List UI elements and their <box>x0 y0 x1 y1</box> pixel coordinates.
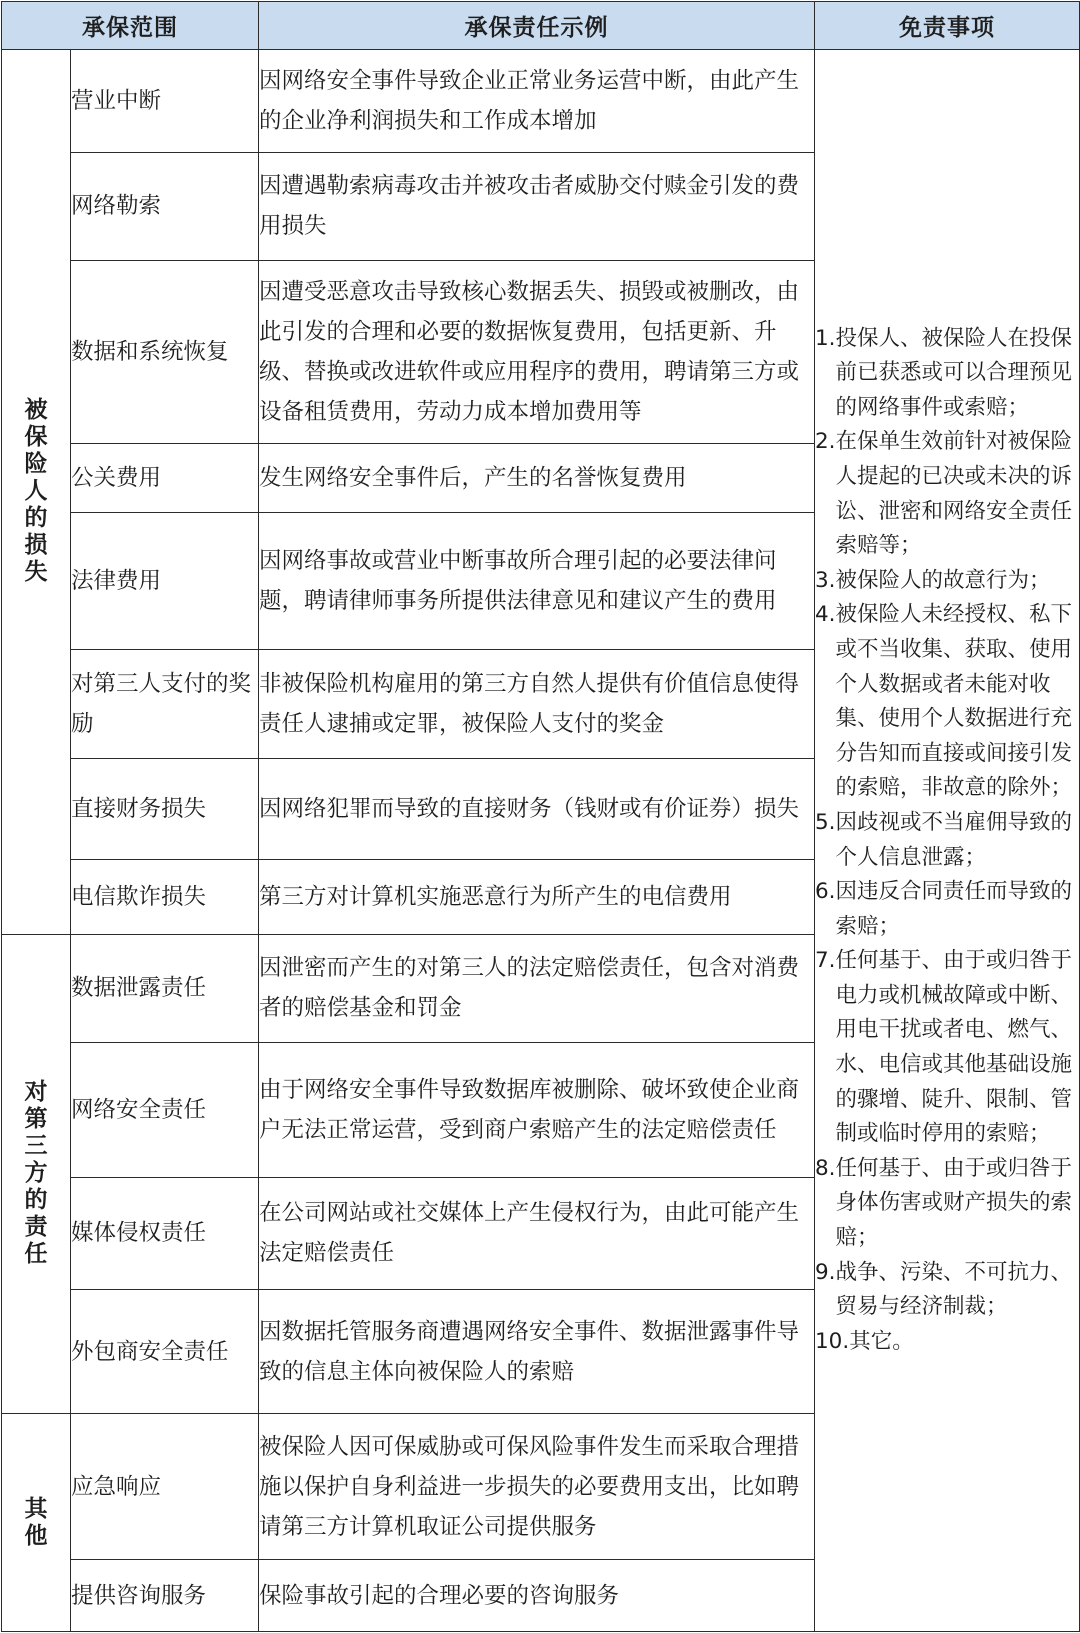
exclusion-text: 任何基于、由于或归咎于电力或机械故障或中断、用电干扰或者电、燃气、水、电信或其他基础设施的骤增、陡升、限制、管制或临时停用的索赔； <box>835 948 1073 1147</box>
exclusion-number: 2. <box>815 429 836 455</box>
exclusion-item <box>815 806 1079 875</box>
group-label: 被 保 险 人 的 损 失 <box>2 50 71 935</box>
coverage-example: 因数据托管服务商遭遇网络安全事件、数据泄露事件导致的信息主体向被保险人的索赔 <box>259 1290 815 1414</box>
exclusion-number: 10. <box>815 1328 850 1354</box>
exclusion-text: 被保险人的故意行为； <box>835 567 1051 593</box>
coverage-example: 非被保险机构雇用的第三方自然人提供有价值信息使得责任人逮捕或定罪，被保险人支付的奖金 <box>259 650 815 758</box>
coverage-example: 因遭受恶意攻击导致核心数据丢失、损毁或被删改，由此引发的合理和必要的数据恢复费用，包括更新、升级、替换或改进软件或应用程序的费用，聘请第三方或设备租赁费用，劳动力成本增加费用等 <box>259 260 815 443</box>
exclusion-number: 1. <box>815 325 836 351</box>
coverage-name: 应急响应 <box>71 1414 259 1560</box>
coverage-name: 对第三人支付的奖励 <box>71 650 259 758</box>
exclusion-item <box>815 1152 1079 1256</box>
exclusion-number: 4. <box>815 602 836 628</box>
coverage-name: 网络安全责任 <box>71 1043 259 1177</box>
coverage-example: 由于网络安全事件导致数据库被删除、破坏致使企业商户无法正常运营，受到商户索赔产生的法定赔偿责任 <box>259 1043 815 1177</box>
coverage-example: 因泄密而产生的对第三人的法定赔偿责任，包含对消费者的赔偿基金和罚金 <box>259 934 815 1042</box>
exclusion-number: 9. <box>815 1259 836 1285</box>
exclusion-number: 5. <box>815 809 836 835</box>
exclusion-number: 3. <box>815 567 836 593</box>
coverage-name: 提供咨询服务 <box>71 1560 259 1632</box>
header-row <box>2 2 1080 50</box>
exclusion-text: 因违反合同责任而导致的索赔； <box>835 879 1073 939</box>
coverage-name: 外包商安全责任 <box>71 1290 259 1414</box>
exclusion-item <box>815 1325 1079 1360</box>
exclusion-text: 因歧视或不当雇佣导致的个人信息泄露； <box>835 809 1073 870</box>
coverage-example: 保险事故引起的合理必要的咨询服务 <box>259 1560 815 1632</box>
coverage-name: 数据泄露责任 <box>71 934 259 1042</box>
exclusion-text: 投保人、被保险人在投保前已获悉或可以合理预见的网络事件或索赔； <box>835 325 1073 420</box>
coverage-example: 因遭遇勒索病毒攻击并被攻击者威胁交付赎金引发的费用损失 <box>259 153 815 260</box>
coverage-table <box>1 1 1080 1632</box>
coverage-example: 因网络事故或营业中断事故所合理引起的必要法律问题，聘请律师事务所提供法律意见和建议产生的费用 <box>259 512 815 650</box>
group-label: 对 第 三 方 的 责 任 <box>2 934 71 1413</box>
exclusion-item <box>815 425 1079 563</box>
exclusions-cell <box>815 50 1080 1632</box>
coverage-example: 因网络犯罪而导致的直接财务（钱财或有价证券）损失 <box>259 758 815 859</box>
coverage-name: 直接财务损失 <box>71 758 259 859</box>
coverage-example: 被保险人因可保威胁或可保风险事件发生而采取合理措施以保护自身利益进一步损失的必要费用支出，比如聘请第三方计算机取证公司提供服务 <box>259 1414 815 1560</box>
coverage-name: 电信欺诈损失 <box>71 859 259 934</box>
exclusion-number: 6. <box>815 879 836 905</box>
table-row <box>2 50 1080 153</box>
coverage-name: 法律费用 <box>71 512 259 650</box>
coverage-example: 因网络安全事件导致企业正常业务运营中断，由此产生的企业净利润损失和工作成本增加 <box>259 50 815 153</box>
exclusion-number: 7. <box>815 948 836 974</box>
coverage-name: 公关费用 <box>71 443 259 512</box>
exclusion-item <box>815 322 1079 426</box>
header-exclusion: 免责事项 <box>815 2 1080 50</box>
group-label: 其 他 <box>2 1414 71 1632</box>
header-example: 承保责任示例 <box>259 2 815 50</box>
header-scope: 承保范围 <box>2 2 259 50</box>
exclusion-item <box>815 875 1079 944</box>
coverage-name: 媒体侵权责任 <box>71 1177 259 1290</box>
exclusion-item <box>815 564 1079 599</box>
coverage-name: 数据和系统恢复 <box>71 260 259 443</box>
exclusion-item <box>815 1256 1079 1325</box>
coverage-name: 营业中断 <box>71 50 259 153</box>
coverage-example: 发生网络安全事件后，产生的名誉恢复费用 <box>259 443 815 512</box>
exclusion-item <box>815 598 1079 806</box>
coverage-name: 网络勒索 <box>71 153 259 260</box>
coverage-example: 第三方对计算机实施恶意行为所产生的电信费用 <box>259 859 815 934</box>
table-body <box>2 50 1080 1632</box>
exclusion-item <box>815 944 1079 1152</box>
coverage-example: 在公司网站或社交媒体上产生侵权行为，由此可能产生法定赔偿责任 <box>259 1177 815 1290</box>
exclusion-text: 其它。 <box>849 1328 914 1354</box>
exclusion-text: 战争、污染、不可抗力、贸易与经济制裁； <box>835 1259 1073 1320</box>
exclusion-text: 被保险人未经授权、私下或不当收集、获取、使用个人数据或者未能对收集、使用个人数据进行充分告知而直接或间接引发的索赔，非故意的除外； <box>835 602 1073 801</box>
exclusion-text: 任何基于、由于或归咎于身体伤害或财产损失的索赔； <box>835 1155 1073 1251</box>
exclusion-number: 8. <box>815 1155 836 1181</box>
exclusion-text: 在保单生效前针对被保险人提起的已决或未决的诉讼、泄密和网络安全责任索赔等； <box>835 429 1073 559</box>
